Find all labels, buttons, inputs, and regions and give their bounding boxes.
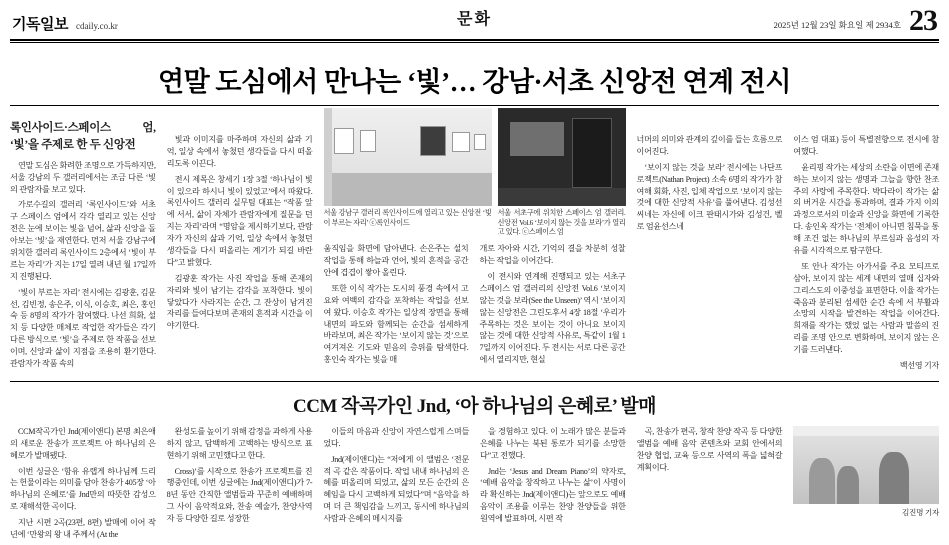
paragraph: 빛과 이미지를 마주하며 자신의 삶과 기억, 일상 속에서 놓쳤던 생각들을 다시 떠올리도록 이끈다. (166, 135, 313, 168)
bottom-article-headline: CCM 작곡가인 Jnd, ‘아 하나님의 은혜로’ 발매 (293, 395, 656, 417)
masthead-rule-thin (10, 42, 939, 43)
gallery-photo-space-um (498, 108, 626, 206)
photo-caption-right: 서울 서초구에 위치한 스페이스 엄 갤러리. 신앙전 Vol.6 ‘보이지 않는 것을 보라’가 열리고 있다. ⓒ스페이스 엄 (497, 209, 626, 237)
top-column-3b (480, 243, 626, 370)
paragraph: 움직임을 화면에 담아낸다. 손은주는 설치 작업을 통해 하늘과 언어, 빛의 흔적을 공간 안에 겹겹이 쌓아 올린다. (323, 244, 469, 277)
paragraph: 완성도를 높이기 위해 감정을 과하게 사용하지 않고, 담백하게 고백하는 방식으로 표현하기 위해 고민했다고 한다. (166, 426, 313, 460)
paragraph: 또한 이식 작가는 도시의 풍경 속에서 고요와 여백의 감각을 포착하는 작업을 선보여 왔다. 이승호 작가는 일상적 장면을 통해 내면의 파도와 함께되는 순간을 섬세하게 바라보며, 최은 작가는 ‘보이지 않는 것’으로 여겨져온 기도와 믿음의 층위를 탐색한다. 홍인숙 작가는 빛을 매 (323, 283, 469, 365)
bottom-column-1 (10, 426, 156, 545)
paragraph: 이스 엄 대표) 등이 특별전향으로 전시에 참여했다. (793, 135, 939, 156)
paragraph: CCM작곡가인 Jnd(제이앤디) 본명 최은애의 새로운 찬송가 프로젝트 아 하나님의 은혜로가 발매됐다. (10, 426, 156, 460)
paragraph: 또 안나 작가는 아가서를 주요 모티프로 삼아, 보이지 않는 세계 내면의 열매 십자와 그리스도의 이중성을 표면한다. 이율 작가는 죽음과 분리된 섬세한 순간 속에 서 부활과 소망의 시작을 발견하는 작업을 이어간다. 희재를 작가는 했었 없는 사람과 말씀의 진리를 조명 안으로 변화하며, 보이지 않는 은기를 드러낸다. (793, 261, 939, 355)
bottom-column-5 (637, 426, 783, 545)
paragraph: Jnd(제이앤디)는 “저에게 이 앨범은 ‘전문적 곡 같은 작품이다. 작업 내내 하나님의 은혜를 떠올리며 되었고, 삶의 모든 순간의 은혜임을 다시 고백하게 되었다”며 “음악을 하며 더 큰 책임감을 느끼고, 동시에 하나님의 사람과 은혜의 메시지를 (323, 454, 470, 524)
album-cover-image (793, 426, 939, 504)
issue-date: 2025년 12월 23일 화요일 제 2934호 (773, 19, 901, 30)
paragraph: 너머의 의미와 관계의 깊이를 들는 흐름으로 이어진다. (636, 135, 783, 156)
top-article-byline: 백선영 기자 (899, 361, 939, 371)
top-column-1 (10, 108, 156, 374)
bottom-column-6 (793, 426, 939, 545)
gallery-photo-lockinside (324, 108, 492, 206)
top-column-3a (324, 243, 469, 370)
paragraph: 을 경험하고 있다. 이 노래가 많은 분들과 은혜를 나누는 북된 통로가 되기를 소망한다”고 전했다. (480, 426, 626, 460)
paragraph: 가로수길의 갤러리 ‘록인사이드’와 서초구 스페이스 엄에서 각각 열리고 있는 신앙전은 눈에 보이는 빛을 넘어, 삶과 신앙을 돌아보는 ‘빛’을 재연한다. 먼저 서울 강남구에 위치한 갤러리 록인사이드 2층에서 ‘빛이 부르는 자리’가 지는 17일 열려 내년 월 17일까지 진행된다. (10, 200, 156, 281)
paragraph: 윤리핑 작가는 세상의 소란을 이면에 존재하는 보이지 않는 생명과 그늘을 향한 찬조주의 사랑에 주목한다. 박다라이 작가는 삶의 버거운 시간을 통과하며, 결과 가지 이의 과정으로서의 미술과 신앙을 화면에 기록한다. 송인옥 작가는 ‘전체이 아니면 침묵을 통해 조건 없는 하나님의 부르심과 음성의 자유를 시각적으로 탐구한다. (793, 162, 939, 256)
paragraph: 전시 제목은 창세기 1장 3절 ‘하나님이 빛이 있으라 하시니 빛이 있었고’에서 따왔다. 록인사이드 갤러리 실무팀 대표는 “작품 앞에 서서, 삶이 자체가 관람자에게 질문을 던지는 자리’라며 “명암을 제시하기보다, 관람자가 자신의 삶과 기억, 일상 속에서 놓쳤던 생각들을 다시 떠올리는 계기가 되길 바란다”고 밝혔다. (166, 174, 313, 267)
photo-row (324, 108, 626, 243)
top-column-2 (167, 108, 313, 374)
section-title: 문화 (457, 11, 492, 28)
top-article-subhead: 록인사이드·스페이스 엄, ‘빛’을 주제로 한 두 신앙전 (10, 122, 156, 151)
masthead-rule-thick (10, 39, 939, 41)
paragraph: Cross)’를 시작으로 찬송가 프로젝트를 진행중인데, 이번 싱글에는 Jnd(제이앤디)가 7-8년 동안 간직한 앨범들과 꾸준히 예배하며 그 사이 음악적요와, 찬송 예술가, 찬양사역자 등 다양한 길로 성장한 (166, 466, 313, 524)
paragraph: 이 전시와 연계해 진행되고 있는 서초구 스페이스 엄 갤러리의 신앙전 Vol.6 ‘보이지 않는 것을 보라(See the Unseen)’ 역시 ‘보이지 않는 신앙전은 그린도후서 4장 18절 ‘우리가 주목하는 것은 보이는 것이 아니요 보이지 않는 것에 대한 신앙적 사유로, 특같이 1월 17일까지 이어진다. 두 전시는 서로 다른 공간에서 열리지만, 현실 (479, 271, 626, 365)
bottom-article-byline: 김진명 기자 (901, 507, 940, 517)
bottom-column-4 (480, 426, 626, 545)
top-article-body (10, 108, 939, 374)
top-article-headline: 연말 도심에서 만나는 ‘빛’… 강남·서초 신앙전 연계 전시 (158, 67, 791, 97)
paragraph: ‘보이지 않는 것을 보라’ 전시에는 나단프로젝트(Nathan Project) 소속 6명의 작가가 참여해 회화, 사진, 입체 작업으로 ‘보이지 않는 것에 대한 신앙적 사유’를 풀어낸다. 김성선씨네는 자신에 이크 판태시가와 김성건, 벨로 엄윤선스네 (636, 162, 783, 232)
paragraph: 이번 싱글은 ‘함유 유랩게 하나님께 드리는 헌물이라는 의미를 담아 찬송가 405장 ‘아 하나님의 은혜로’를 Jnd만의 따뜻한 감성으로 재해석한 곡이다. (10, 466, 156, 512)
paragraph: 개로 자아와 시간, 기억의 결을 차분히 성찰하는 작업을 이어간다. (479, 244, 626, 266)
paragraph: 곡, 찬송가 편곡, 창작 찬양 작곡 등 다양한 앨범을 예배 음악 콘텐츠와 교회 안에서의 찬양 협업, 교육 등으로 사역의 폭을 넓혀갈 계획이다. (636, 426, 783, 472)
publication-url: cdaily.co.kr (75, 20, 118, 31)
paragraph: 김광훈 작가는 사진 작업을 통해 존재의 자리와 빛이 남기는 감각을 포착한다. 빛이 닿았다가 사라지는 순간, 그 잔상이 남겨진 자리를 들여다보며 존재의 흔적과 시간을 이야기한다. (166, 273, 313, 331)
page-number: 23 (909, 4, 937, 37)
top-column-6 (793, 108, 939, 374)
top-column-5 (637, 108, 783, 374)
bottom-column-2 (167, 426, 313, 545)
top-column-3 (324, 108, 626, 374)
masthead (10, 6, 939, 38)
paragraph: 지난 시편 2곡(23편, 8편) 발매에 이어 작년에 ‘만왕의 왕 내 주께서 (At the (10, 518, 156, 540)
paragraph: Jnd는 ‘Jesus and Dream Piano’의 약자로, ‘예배 음악을 창작하고 나누는 삶’이 사명이라 확신하는 Jnd(제이앤디)는 앞으로도 예배 음악이 조용를 이루는 찬양 찬양들을 위한 원역에 발표하며, 시편 작 (480, 466, 626, 524)
section-divider (10, 381, 939, 382)
headline-rule (10, 105, 939, 106)
paragraph: ‘빛이 부르는 자리’ 전시에는 김광훈, 김문선, 김빈정, 송은주, 이식, 이승호, 최은, 홍인숙 등 8명의 작가가 참여했다. 나선 희화, 설치 등 다양한 매체로 작업한 작가들은 각기 다른 방식으로 ‘빛’을 주제로 한 작품을 선보이며, 신앙과 삶이 지점을 조용히 환기한다. 관람자가 작품 속의 (10, 287, 156, 369)
paragraph: 연말 도심은 화려한 조명으로 가득하지만, 서울 강남의 두 갤러리에서는 조금 다른 ‘빛의 관람자를 보고 있다. (10, 160, 156, 194)
paragraph: 이들의 마음과 신앙이 자연스럽게 스며들었다. (323, 426, 470, 448)
bottom-column-3 (323, 426, 469, 545)
publication-logo: 기독일보 (12, 16, 68, 33)
bottom-article-body (10, 426, 939, 545)
photo-caption-left: 서울 강남구 갤러리 록인사이드에 열리고 있는 신앙전 ‘빛이 부르는 자리’ ⓒ록인사이드 (323, 209, 492, 227)
